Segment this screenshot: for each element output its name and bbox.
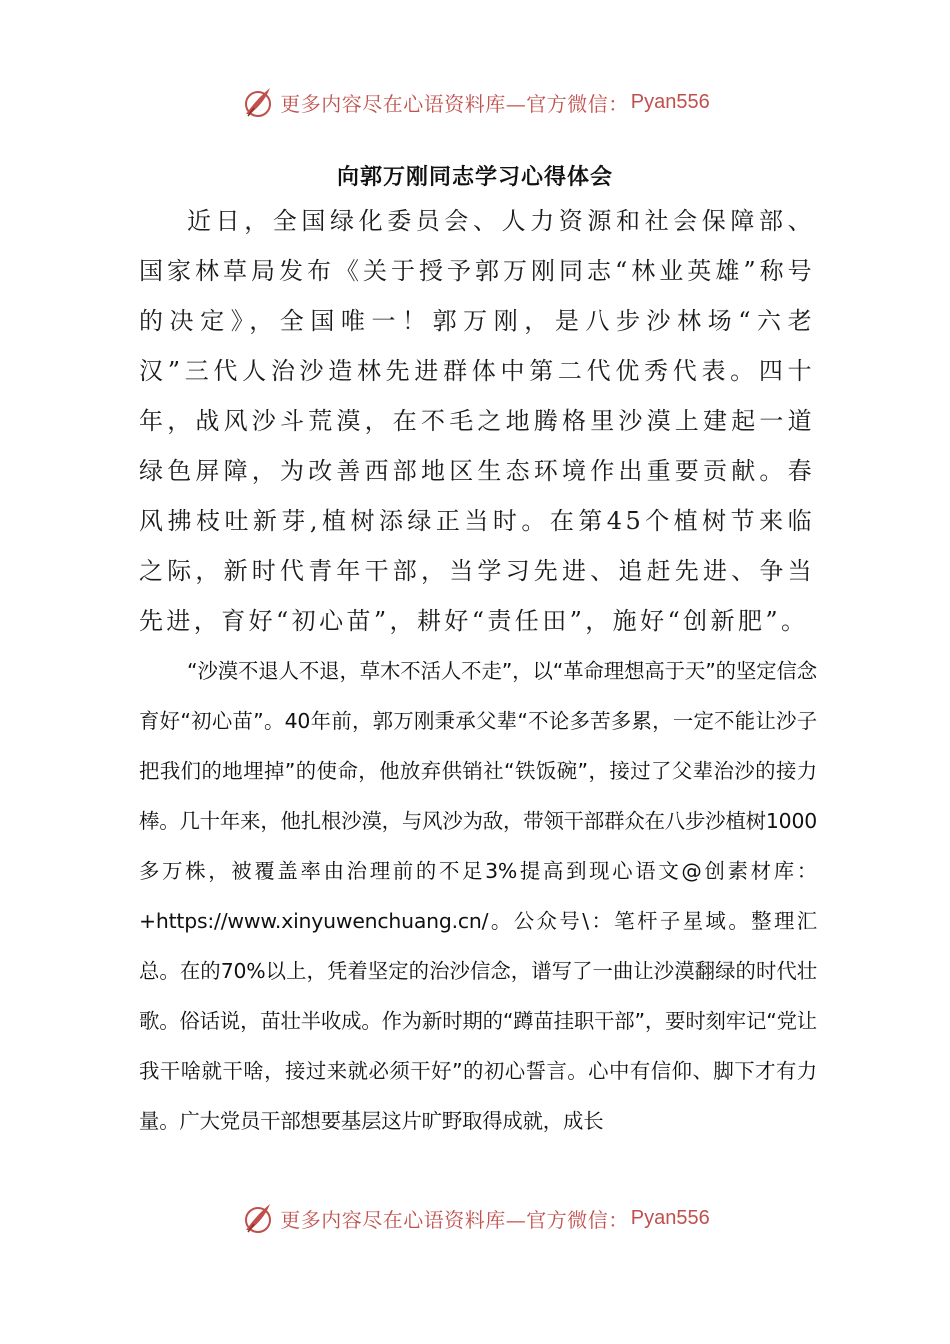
quill-pen-logo-icon <box>240 84 276 120</box>
footer-watermark <box>0 1198 950 1238</box>
paragraph-intro: 近日，全国绿化委员会、人力资源和社会保障部、国家林草局发布《关于授予郭万刚同志“林业英雄”称号的决定》，全国唯一！郭万刚，是八步沙林场“六老汉”三代人治沙造林先进群体中第二代优秀代表。四十年，战风沙斗荒漠，在不毛之地腾格里沙漠上建起一道绿色屏障，为改善西部地区生态环境作出重要贡献。春风拂枝吐新芽,植树添绿正当时。在第45个植树节来临之际，新时代青年干部，当学习先进、追赶先进、争当先进，育好“初心苗”，耕好“责任田”，施好“创新肥”。 <box>139 207 815 635</box>
quill-pen-logo-icon <box>240 1200 276 1236</box>
footer-watermark-id: Pyan556 <box>630 1206 710 1229</box>
document-title: 向郭万刚同志学习心得体会 <box>336 165 613 190</box>
header-watermark <box>0 82 950 122</box>
header-watermark-text: 更多内容尽在心语资料库—官方微信： <box>280 91 629 116</box>
header-watermark-id: Pyan556 <box>630 90 710 113</box>
footer-watermark-text: 更多内容尽在心语资料库—官方微信： <box>280 1207 629 1232</box>
paragraph-body: “沙漠不退人不退，草木不活人不走”，以“革命理想高于天”的坚定信念育好“初心苗”。40年前，郭万刚秉承父辈“不论多苦多累，一定不能让沙子把我们的地埋掉”的使命，他放弃供销社“铁饭碗”，接过了父辈治沙的接力棒。几十年来，他扎根沙漠，与风沙为敌，带领干部群众在八步沙植树1000多万株，被覆盖率由治理前的不足3%提高到现心语文@创素材库：+https://www.xinyuwenchuang.cn/。公众号\：笔杆子星域。整理汇总。在的70%以上，凭着坚定的治沙信念，谱写了一曲让沙漠翻绿的时代壮歌。俗话说，苗壮半收成。作为新时期的“蹲苗挂职干部”，要时刻牢记“党让我干啥就干啥，接过来就必须干好”的初心誓言。心中有信仰、脚下才有力量。广大党员干部想要基层这片旷野取得成就，成长 <box>139 659 817 1133</box>
